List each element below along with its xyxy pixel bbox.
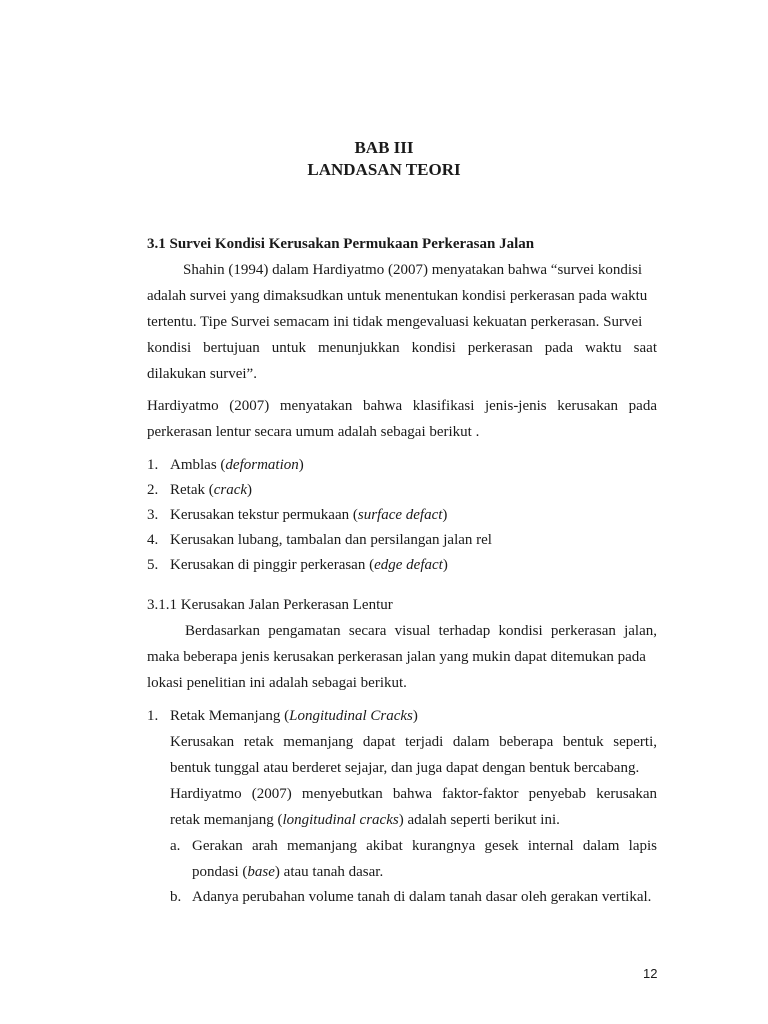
- list-item-close: ): [442, 557, 448, 573]
- list-number: 2.: [147, 482, 159, 498]
- damage-heading-text: Retak Memanjang (: [170, 708, 290, 724]
- list-item-term: edge defact: [374, 557, 443, 573]
- list-item: [170, 557, 448, 574]
- paragraph-line: adalah survei yang dimaksudkan untuk menentukan kondisi perkerasan pada waktu: [147, 288, 648, 304]
- paragraph-line: perkerasan lentur secara umum adalah sebagai berikut .: [147, 424, 480, 440]
- paragraph-line: dilakukan survei”.: [147, 366, 257, 382]
- term-italic: base: [247, 864, 275, 880]
- list-number: 3.: [147, 507, 159, 523]
- sublist-item: Gerakan arah memanjang akibat kurangnya gesek internal dalam lapis: [192, 838, 657, 854]
- sublist-letter: a.: [170, 838, 181, 854]
- sublist-letter: b.: [170, 889, 182, 905]
- paragraph-line: Hardiyatmo (2007) menyatakan bahwa klasifikasi jenis-jenis kerusakan pada: [147, 398, 657, 414]
- sublist-item-continued: [192, 864, 383, 881]
- list-item: [170, 507, 447, 524]
- list-item-text: Kerusakan di pinggir perkerasan (: [170, 557, 375, 573]
- list-item-close: ): [298, 457, 304, 473]
- term-italic: longitudinal cracks: [282, 812, 399, 828]
- paragraph-line: bentuk tunggal atau berderet sejajar, dan juga dapat dengan bentuk bercabang.: [170, 760, 640, 776]
- list-number: 5.: [147, 557, 159, 573]
- list-item-text: Kerusakan lubang, tambalan dan persilangan jalan rel: [170, 532, 492, 548]
- list-item-text: Kerusakan tekstur permukaan (: [170, 507, 358, 523]
- list-item-close: ): [442, 507, 448, 523]
- damage-heading-term: Longitudinal Cracks: [289, 708, 413, 724]
- section-heading-3-1-1: 3.1.1 Kerusakan Jalan Perkerasan Lentur: [147, 597, 393, 613]
- list-number: 1.: [147, 457, 159, 473]
- paragraph-line: maka beberapa jenis kerusakan perkerasan jalan yang mukin dapat ditemukan pada: [147, 649, 646, 665]
- text-span: ) atau tanah dasar.: [274, 864, 384, 880]
- section-heading-3-1: 3.1 Survei Kondisi Kerusakan Permukaan Perkerasan Jalan: [147, 236, 535, 252]
- list-item-text: Retak (: [170, 482, 214, 498]
- paragraph-line: [170, 812, 560, 829]
- list-item-term: deformation: [225, 457, 299, 473]
- damage-heading: [170, 708, 418, 725]
- list-number: 1.: [147, 708, 159, 724]
- list-number: 4.: [147, 532, 159, 548]
- text-span: ) adalah seperti berikut ini.: [398, 812, 560, 828]
- list-item-term: crack: [213, 482, 248, 498]
- paragraph-line: tertentu. Tipe Survei semacam ini tidak mengevaluasi kekuatan perkerasan. Survei: [147, 314, 643, 330]
- paragraph-line: [183, 262, 657, 279]
- paragraph-line: kondisi bertujuan untuk menunjukkan kondisi perkerasan pada waktu saat: [147, 340, 657, 356]
- text-span: Shahin (1994) dalam Hardiyatmo (2007) menyatakan bahwa “survei kondisi: [183, 262, 643, 278]
- damage-heading-close: ): [412, 708, 418, 724]
- chapter-number: BAB III: [354, 138, 414, 157]
- paragraph-line: lokasi penelitian ini adalah sebagai berikut.: [147, 675, 407, 691]
- list-item-text: Amblas (: [170, 457, 226, 473]
- sublist-item: Adanya perubahan volume tanah di dalam tanah dasar oleh gerakan vertikal.: [192, 889, 652, 905]
- page-number: 12: [643, 966, 658, 981]
- text-span: retak memanjang (: [170, 812, 283, 828]
- list-item: [170, 532, 492, 549]
- paragraph-line: Hardiyatmo (2007) menyebutkan bahwa faktor-faktor penyebab kerusakan: [170, 786, 657, 802]
- list-item-close: ): [247, 482, 253, 498]
- paragraph-line: Berdasarkan pengamatan secara visual terhadap kondisi perkerasan jalan,: [185, 623, 657, 639]
- chapter-title: LANDASAN TEORI: [307, 160, 461, 179]
- paragraph-line: Kerusakan retak memanjang dapat terjadi dalam beberapa bentuk seperti,: [170, 734, 657, 750]
- list-item: [170, 457, 304, 474]
- text-span: pondasi (: [192, 864, 248, 880]
- list-item-term: surface defact: [357, 507, 443, 523]
- list-item: [170, 482, 252, 499]
